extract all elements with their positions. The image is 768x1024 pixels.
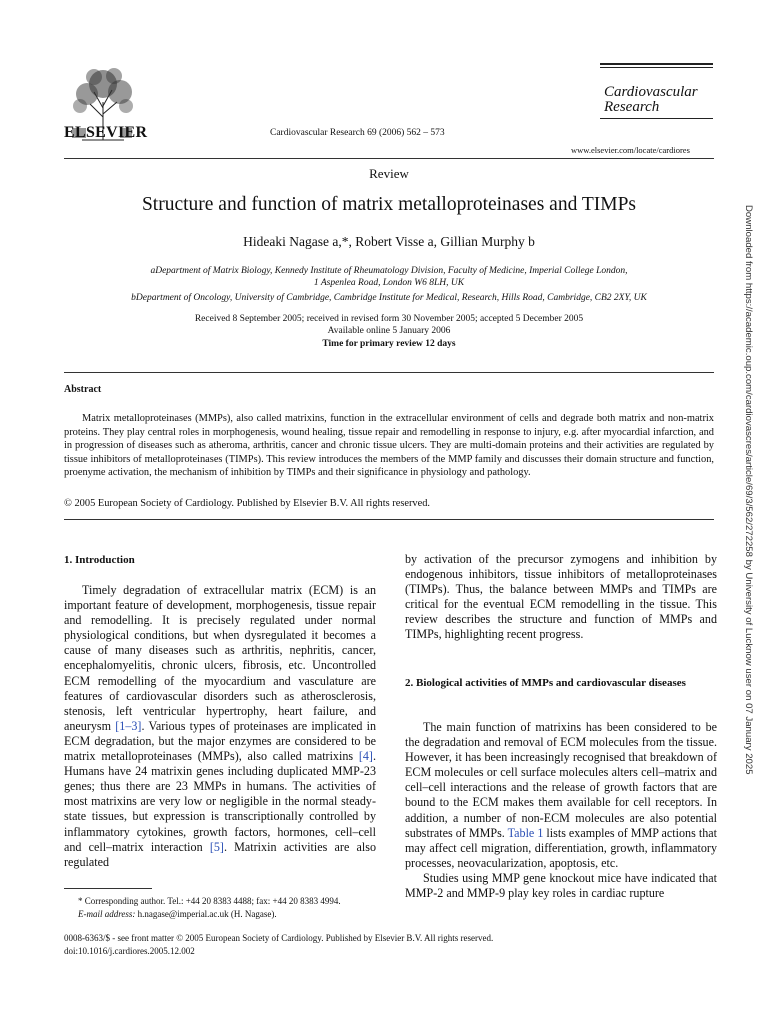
article-type: Review [369, 166, 409, 181]
email-address[interactable]: h.nagase@imperial.ac.uk (H. Nagase). [137, 908, 277, 919]
affiliation-a [0, 265, 768, 289]
affiliation-a-line2: 1 Aspenlea Road, London W6 8LH, UK [313, 278, 465, 288]
table-1-link[interactable]: Table 1 [507, 825, 544, 840]
corresponding-author-line: * Corresponding author. Tel.: +44 20 8383 4488; fax: +44 20 8383 4994. [78, 896, 341, 906]
affiliation-a-line1: aDepartment of Matrix Biology, Kennedy Institute of Rheumatology Division, Faculty of Medicine, Imperial College London, [150, 266, 628, 276]
email-label: E-mail address: [78, 908, 136, 919]
intro-text-b: . Various types of proteinases are implicated in ECM degradation, but the major enzymes are considered to be matrix metalloproteinases (MMPs), also called matrixins [64, 718, 376, 764]
corresponding-author-footnote [64, 895, 384, 920]
journal-rule-top [600, 63, 713, 65]
reference-link-4[interactable]: [4] [358, 749, 373, 764]
abstract-paragraph: Matrix metalloproteinases (MMPs), also called matrixins, function in the extracellular environment of cells and degrade both matrix and non-matrix proteins. They play central roles in morphogenesis, wound healing, tissue repair and remodelling in response to injury, e.g. after myocardial infarction, and in progression of diseases such as atheroma, arthritis, cancer and chronic tissue ulcers. They are multi-domain proteins and their activities are regulated by tissue inhibitors of metalloproteinases (TIMPs). This review introduces the members of the MMP family and discusses their domain structure and function, proenyme activation, the mechanism of inhibition by TIMPs and their significance in physiology and pathology. [64, 413, 714, 478]
review-time: Time for primary review 12 days [322, 339, 456, 349]
reference-link-1-3[interactable]: [1–3] [115, 718, 142, 733]
author-list: Hideaki Nagase a,*, Robert Visse a, Gillian Murphy b [243, 234, 535, 249]
section-2-paragraph-2: Studies using MMP gene knockout mice have indicated that MMP-2 and MMP-9 play key roles in cardiac rupture [405, 870, 717, 901]
received-dates: Received 8 September 2005; received in revised form 30 November 2005; accepted 5 December 2005 [194, 314, 584, 324]
journal-name-line1: Cardiovascular [604, 84, 698, 100]
section-2-text-b: lists examples of MMP actions that may affect cell migration, differentiation, growth, inflammatory processes, neovacularization, apoptosis, etc. [405, 825, 717, 870]
section-2-body [405, 720, 717, 901]
journal-url-link[interactable]: www.elsevier.com/locate/cardiores [571, 145, 690, 155]
journal-citation: Cardiovascular Research 69 (2006) 562 – 573 [270, 128, 445, 138]
article-title: Structure and function of matrix metalloproteinases and TIMPs [141, 194, 637, 215]
intro-continued-paragraph: by activation of the precursor zymogens and inhibition by endogenous inhibitors, tissue inhibitors of metalloproteinases (TIMPs). Thus, the balance between MMPs and TIMPs are critical for the eventual ECM remodelling in the tissue. This review describes the structure and function of MMPs and TIMPs, highlighting recent progress. [405, 552, 717, 642]
doi-line[interactable]: doi:10.1016/j.cardiores.2005.12.002 [64, 945, 195, 956]
journal-rule-top-thin [600, 67, 713, 68]
reference-link-5[interactable]: [5] [209, 839, 224, 854]
page-footer [64, 932, 714, 957]
email-line [64, 908, 384, 921]
intro-paragraph [64, 583, 376, 870]
section-2-text-a: The main function of matrixins has been considered to be the degradation and removal of ECM molecules from the tissue. However, it has been increasingly recognised that breakdown of ECM molecules or cell surface molecules alters cell–matrix and cell–cell interactions and the release of growth factors that are bound to the ECM makes them available for cell receptors. In addition, a number of non-ECM molecules are also potential substrates of MMPs. [405, 720, 717, 840]
affiliation-b: bDepartment of Oncology, University of Cambridge, Cambridge Institute for Medical, Research, Hills Road, Cambridge, CB2 2XY, UK [131, 293, 647, 303]
section-1-heading: 1. Introduction [64, 554, 135, 566]
section-2-paragraph-1 [405, 720, 717, 871]
left-column [64, 583, 376, 870]
intro-text-c: . Humans have 24 matrixin genes including duplicated MMP-23 genes; thus there are 23 MMPs in humans. The activities of most matrixins are very low or negligible in the normal steady-state tissues, but expression is transcriptionally controlled by inflammatory cytokines, growth factors, hormones, cell–cell and cell–matrix interaction [64, 749, 376, 854]
intro-text-d: . Matrixin activities are also regulated [64, 839, 376, 869]
section-2-heading: 2. Biological activities of MMPs and cardiovascular diseases [405, 677, 686, 689]
header-divider [64, 158, 714, 159]
abstract-heading: Abstract [64, 384, 102, 395]
abstract-rule-top [64, 372, 714, 373]
abstract-body [64, 412, 714, 480]
download-watermark: Downloaded from https://academic.oup.com/cardiovascres/article/69/3/562/272258 by University of Lucknow user on 07 January 2025 [743, 205, 754, 775]
abstract-copyright: © 2005 European Society of Cardiology. Published by Elsevier B.V. All rights reserved. [64, 498, 431, 509]
publisher-name: ELSEVIER [64, 124, 148, 141]
journal-name-line2: Research [604, 99, 660, 115]
available-online-date: Available online 5 January 2006 [327, 326, 451, 336]
intro-text-a: Timely degradation of extracellular matrix (ECM) is an important feature of development, morphogenesis, tissue repair and remodelling. It is precisely regulated under normal physiological conditions, but when dysregulated it becomes a cause of many diseases such as arthritis, nephritis, cancer, encephalomyelitis, chronic ulcers, fibrosis, etc. Uncontrolled ECM remodelling of the myocardium and vasculature are features of cardiovascular disorders such as atherosclerosis, stenosis, left ventricular hypertrophy, heart failure, and aneurysm [64, 583, 376, 733]
footnote-divider [64, 888, 152, 889]
journal-name [604, 85, 698, 115]
journal-rule-bottom [600, 118, 713, 119]
front-matter-line: 0008-6363/$ - see front matter © 2005 European Society of Cardiology. Published by Elsevier B.V. All rights reserved. [64, 933, 494, 943]
abstract-rule-bottom [64, 519, 714, 520]
right-column [405, 552, 717, 643]
